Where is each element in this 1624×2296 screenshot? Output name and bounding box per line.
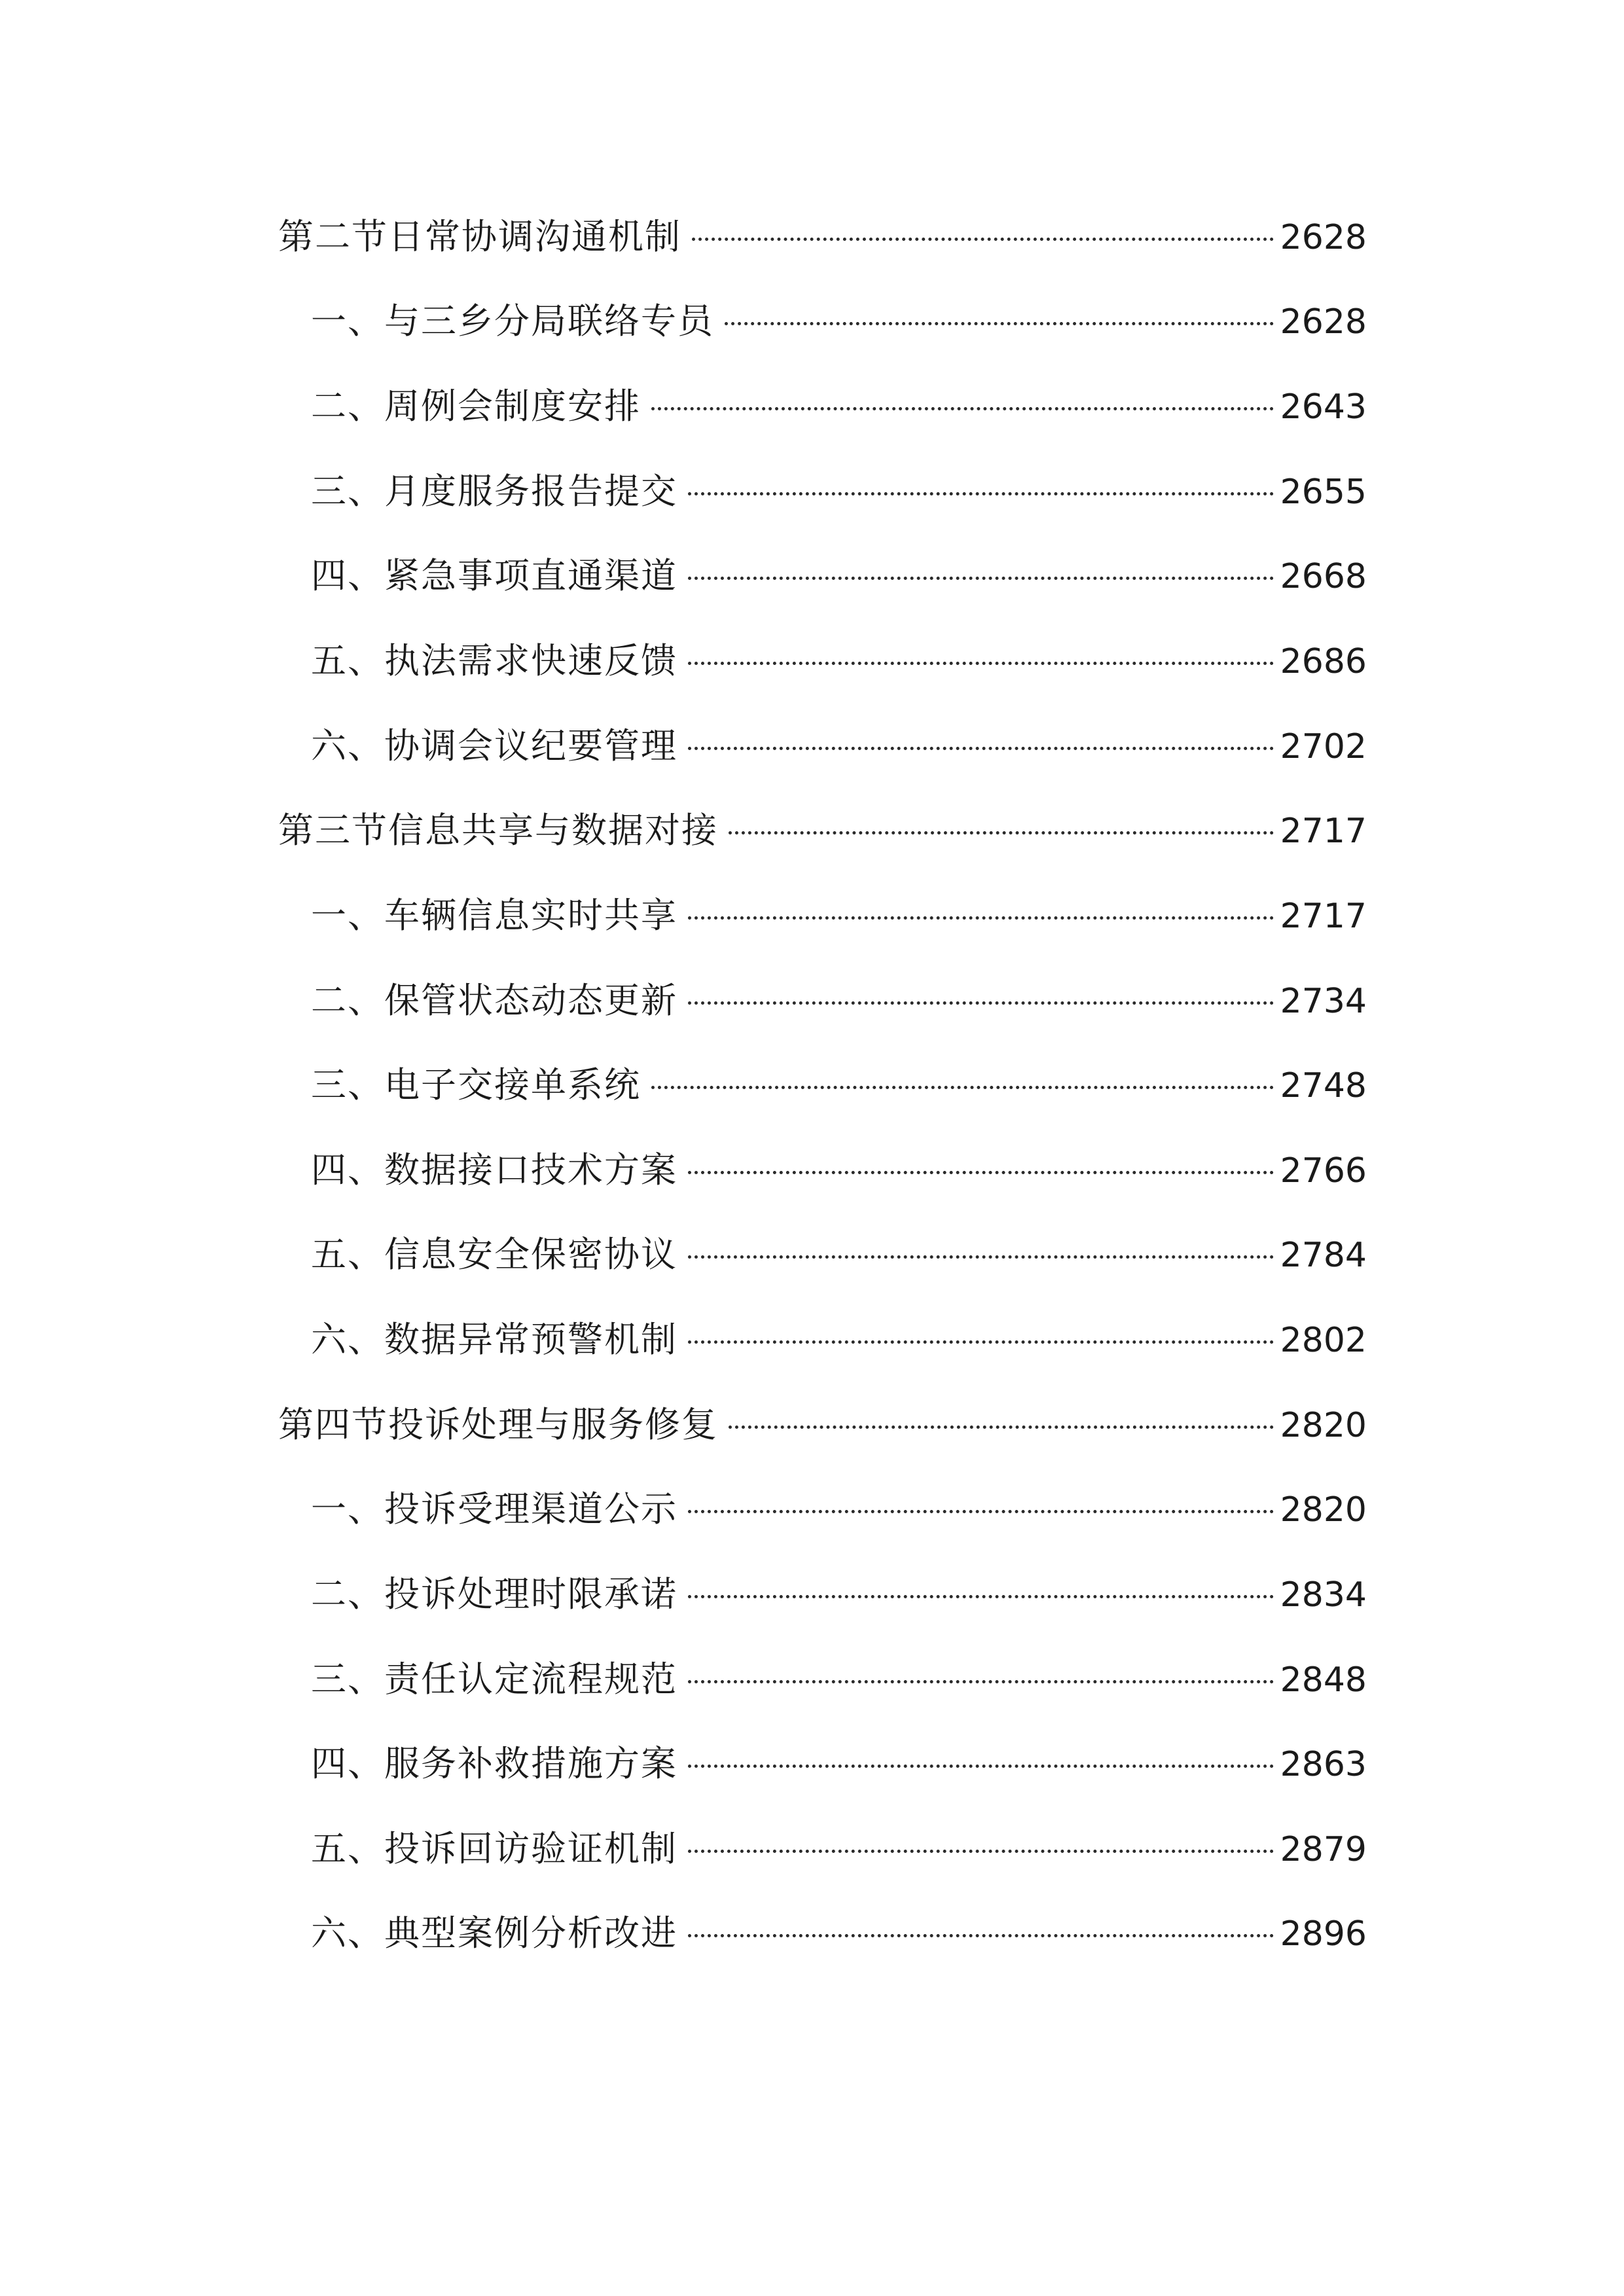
toc-page-number: 2668 [1280,557,1367,596]
toc-title: 一、与三乡分局联络专员 [311,300,714,342]
toc-item[interactable] [311,374,1367,439]
toc-title: 四、数据接口技术方案 [311,1149,677,1191]
toc-item[interactable] [311,543,1367,609]
toc-title: 四、紧急事项直通渠道 [311,555,677,596]
dot-leader [651,1086,1274,1089]
toc-title: 第二节日常协调沟通机制 [278,216,681,257]
toc-title: 第三节信息共享与数据对接 [278,810,718,851]
toc-item[interactable] [311,1816,1367,1882]
dot-leader [688,577,1274,580]
dot-leader [729,831,1274,834]
toc-title: 二、保管状态动态更新 [311,980,677,1021]
toc-title: 五、执法需求快速反馈 [311,640,677,681]
dot-leader [688,1765,1274,1768]
toc-section-3[interactable] [278,798,1367,863]
toc-item[interactable] [311,968,1367,1033]
toc-title: 六、数据异常预警机制 [311,1319,677,1360]
toc-item[interactable] [311,459,1367,524]
toc-item[interactable] [311,1477,1367,1542]
toc-title: 二、周例会制度安排 [311,386,641,427]
dot-leader [688,662,1274,665]
dot-leader [688,1595,1274,1598]
dot-leader [692,238,1274,241]
dot-leader [688,916,1274,920]
toc-page-number: 2628 [1280,302,1367,342]
dot-leader [688,1255,1274,1259]
toc-item[interactable] [311,1562,1367,1627]
dot-leader [688,1510,1274,1513]
toc-page-number: 2879 [1280,1830,1367,1869]
toc-page-number: 2820 [1280,1406,1367,1445]
toc-item[interactable] [311,713,1367,779]
toc-title: 四、服务补救措施方案 [311,1743,677,1784]
toc-page-number: 2766 [1280,1151,1367,1191]
toc-item[interactable] [311,628,1367,694]
toc-page-number: 2802 [1280,1321,1367,1360]
toc-page-number: 2717 [1280,812,1367,851]
dot-leader [688,492,1274,495]
dot-leader [688,1001,1274,1005]
dot-leader [688,747,1274,750]
toc-item[interactable] [311,1222,1367,1287]
toc-title: 六、协调会议纪要管理 [311,725,677,766]
toc-title: 一、车辆信息实时共享 [311,895,677,936]
dot-leader [688,1171,1274,1174]
toc-page-number: 2748 [1280,1066,1367,1105]
toc-title: 五、信息安全保密协议 [311,1234,677,1275]
dot-leader [688,1680,1274,1683]
dot-leader [688,1340,1274,1344]
dot-leader [725,322,1274,325]
toc-item[interactable] [311,1731,1367,1797]
toc-page-number: 2643 [1280,387,1367,427]
toc-section-2[interactable] [278,204,1367,270]
toc-item[interactable] [311,289,1367,354]
toc-page-number: 2628 [1280,218,1367,257]
toc-item[interactable] [311,883,1367,948]
toc-page-number: 2820 [1280,1490,1367,1530]
toc-page-number: 2734 [1280,982,1367,1021]
toc-item[interactable] [311,1307,1367,1372]
toc-page-number: 2655 [1280,473,1367,512]
toc-item[interactable] [311,1901,1367,1966]
toc-item[interactable] [311,1647,1367,1712]
toc-title: 三、电子交接单系统 [311,1064,641,1105]
toc-item[interactable] [311,1052,1367,1118]
toc-page-number: 2863 [1280,1745,1367,1784]
toc-page-number: 2896 [1280,1914,1367,1954]
toc-title: 三、责任认定流程规范 [311,1659,677,1700]
toc-title: 五、投诉回访验证机制 [311,1828,677,1869]
toc-title: 三、月度服务报告提交 [311,471,677,512]
toc-title: 六、典型案例分析改进 [311,1912,677,1954]
toc-section-4[interactable] [278,1392,1367,1458]
toc-page-number: 2686 [1280,642,1367,681]
toc-page-number: 2848 [1280,1660,1367,1700]
dot-leader [651,407,1274,410]
dot-leader [688,1850,1274,1853]
toc-title: 一、投诉受理渠道公示 [311,1488,677,1530]
dot-leader [688,1934,1274,1937]
toc-page-number: 2702 [1280,727,1367,766]
toc-page-number: 2784 [1280,1236,1367,1275]
toc-page-number: 2717 [1280,897,1367,936]
toc-title: 第四节投诉处理与服务修复 [278,1404,718,1445]
toc-item[interactable] [311,1138,1367,1203]
dot-leader [729,1426,1274,1429]
toc-title: 二、投诉处理时限承诺 [311,1573,677,1615]
toc-page-number: 2834 [1280,1575,1367,1615]
